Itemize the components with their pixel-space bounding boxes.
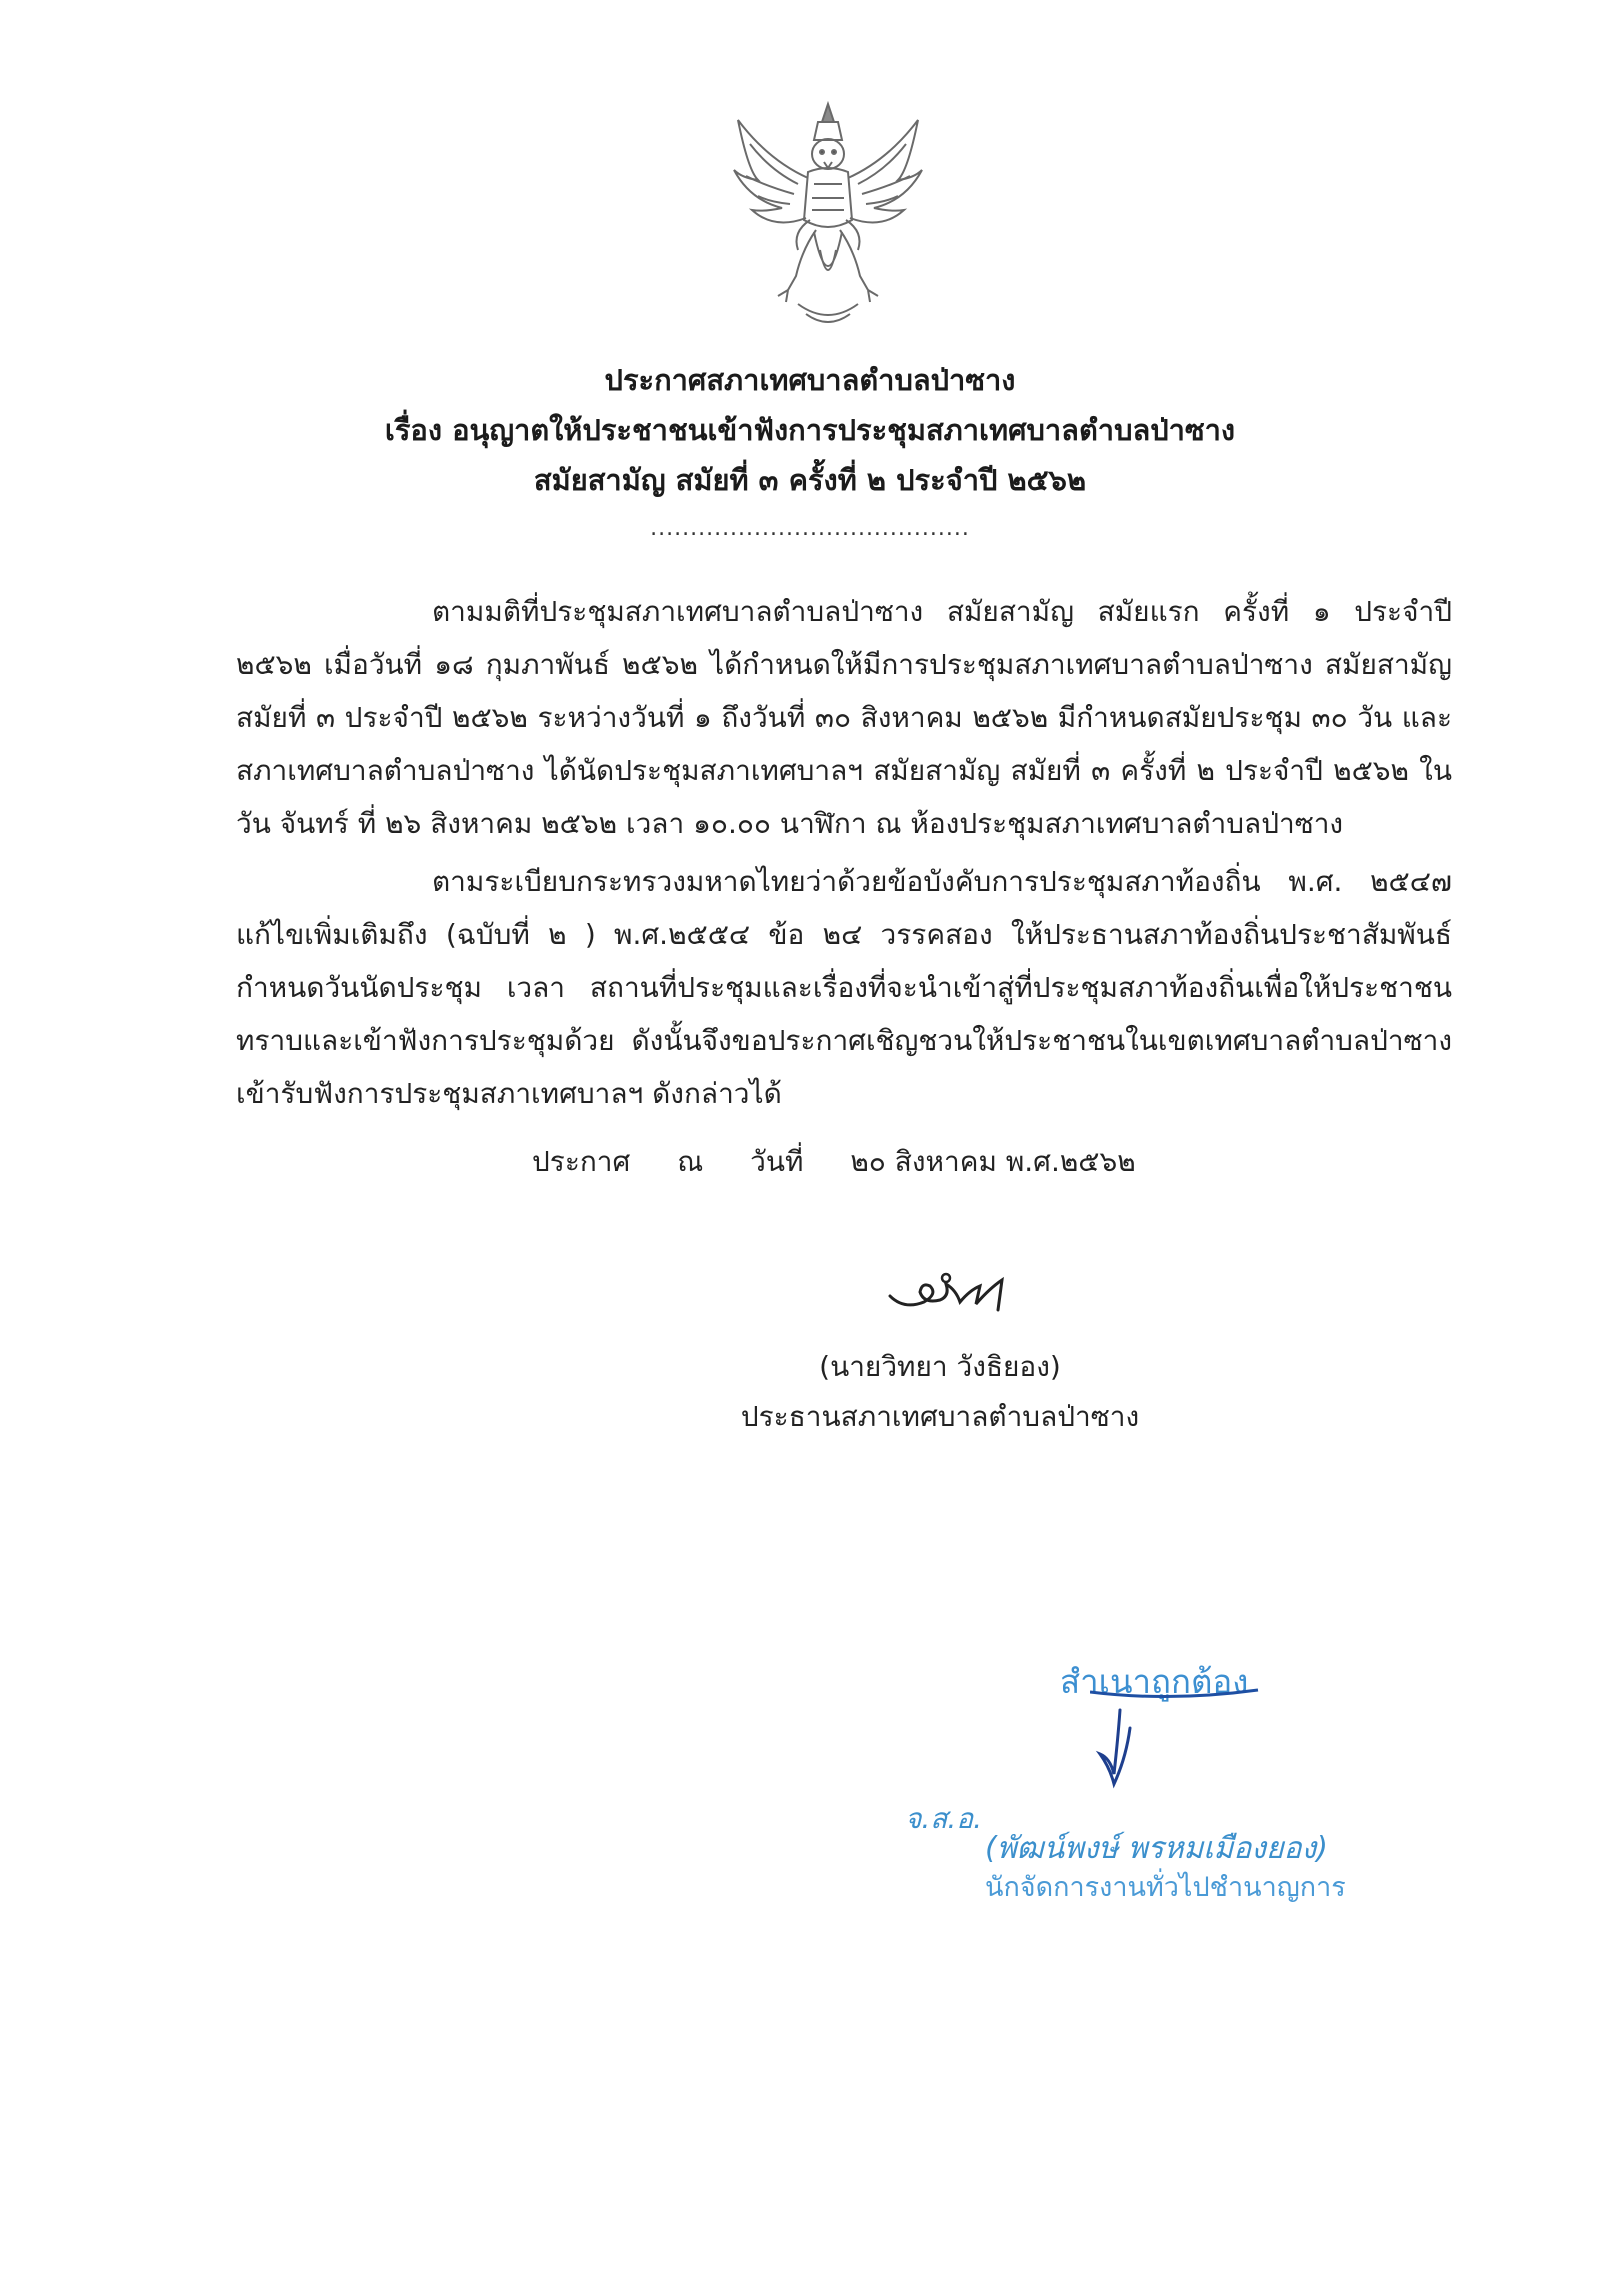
announce-date: ๒๐ สิงหาคม พ.ศ.๒๕๖๒	[850, 1145, 1136, 1178]
garuda-emblem-icon	[728, 100, 928, 330]
announce-word: ประกาศ	[532, 1145, 631, 1178]
document-title: ประกาศสภาเทศบาลตำบลป่าซาง	[604, 363, 1016, 397]
certifier-rank: จ.ส.อ.	[905, 1802, 983, 1835]
signature-mark	[880, 1260, 1040, 1320]
body-paragraph-1-container	[236, 585, 1452, 850]
body-paragraph-2-container	[236, 855, 1452, 1120]
certifier-name: (พัฒน์พงษ์ พรหมเมืองยอง)	[985, 1831, 1328, 1866]
announcement-date-line	[532, 1140, 1174, 1184]
certifier-signature	[1090, 1688, 1260, 1798]
certified-copy-title: สำเนาถูกต้อง	[1060, 1662, 1249, 1701]
body-paragraph-2: ตามระเบียบกระทรวงมหาดไทยว่าด้วยข้อบังคับการประชุมสภาท้องถิ่น พ.ศ. ๒๕๔๗ แก้ไขเพิ่มเติมถึง (ฉบับที่ ๒ ) พ.ศ.๒๕๕๔ ข้อ ๒๔ วรรคสอง ให้ประธานสภาท้องถิ่นประชาสัมพันธ์กำหนดวันนัดประชุม เวลา สถานที่ประชุมและเรื่องที่จะนำเข้าสู่ที่ประชุมสภาท้องถิ่นเพื่อให้ประชาชนทราบและเข้าฟังการประชุมด้วย ดังนั้นจึงขอประกาศเชิญชวนให้ประชาชนในเขตเทศบาลตำบลป่าซาง เข้ารับฟังการประชุมสภาเทศบาลฯ ดังกล่าวได้	[236, 865, 1452, 1110]
title-block	[240, 355, 1380, 541]
document-subject: เรื่อง อนุญาตให้ประชาชนเข้าฟังการประชุมสภาเทศบาลตำบลป่าซาง	[384, 413, 1236, 447]
certifier-position: นักจัดการงานทั่วไปชำนาญการ	[985, 1872, 1346, 1903]
signatory-position: ประธานสภาเทศบาลตำบลป่าซาง	[740, 1400, 1140, 1433]
title-separator: ........................................	[650, 516, 970, 541]
announce-at: ณ	[677, 1145, 704, 1178]
body-paragraph-1: ตามมติที่ประชุมสภาเทศบาลตำบลป่าซาง สมัยสามัญ สมัยแรก ครั้งที่ ๑ ประจำปี ๒๕๖๒ เมื่อวันที่ ๑๘ กุมภาพันธ์ ๒๕๖๒ ได้กำหนดให้มีการประชุมสภาเทศบาลตำบลป่าซาง สมัยสามัญ สมัยที่ ๓ ประจำปี ๒๕๖๒ ระหว่างวันที่ ๑ ถึงวันที่ ๓๐ สิงหาคม ๒๕๖๒ มีกำหนดสมัยประชุม ๓๐ วัน และสภาเทศบาลตำบลป่าซาง ได้นัดประชุมสภาเทศบาลฯ สมัยสามัญ สมัยที่ ๓ ครั้งที่ ๒ ประจำปี ๒๕๖๒ ในวัน จันทร์ ที่ ๒๖ สิงหาคม ๒๕๖๒ เวลา ๑๐.๐๐ นาฬิกา ณ ห้องประชุมสภาเทศบาลตำบลป่าซาง	[236, 595, 1452, 840]
announce-day-label: วันที่	[750, 1145, 804, 1178]
document-session: สมัยสามัญ สมัยที่ ๓ ครั้งที่ ๒ ประจำปี ๒๕๖๒	[533, 463, 1087, 497]
signatory-name: (นายวิทยา วังธิยอง)	[819, 1350, 1061, 1383]
